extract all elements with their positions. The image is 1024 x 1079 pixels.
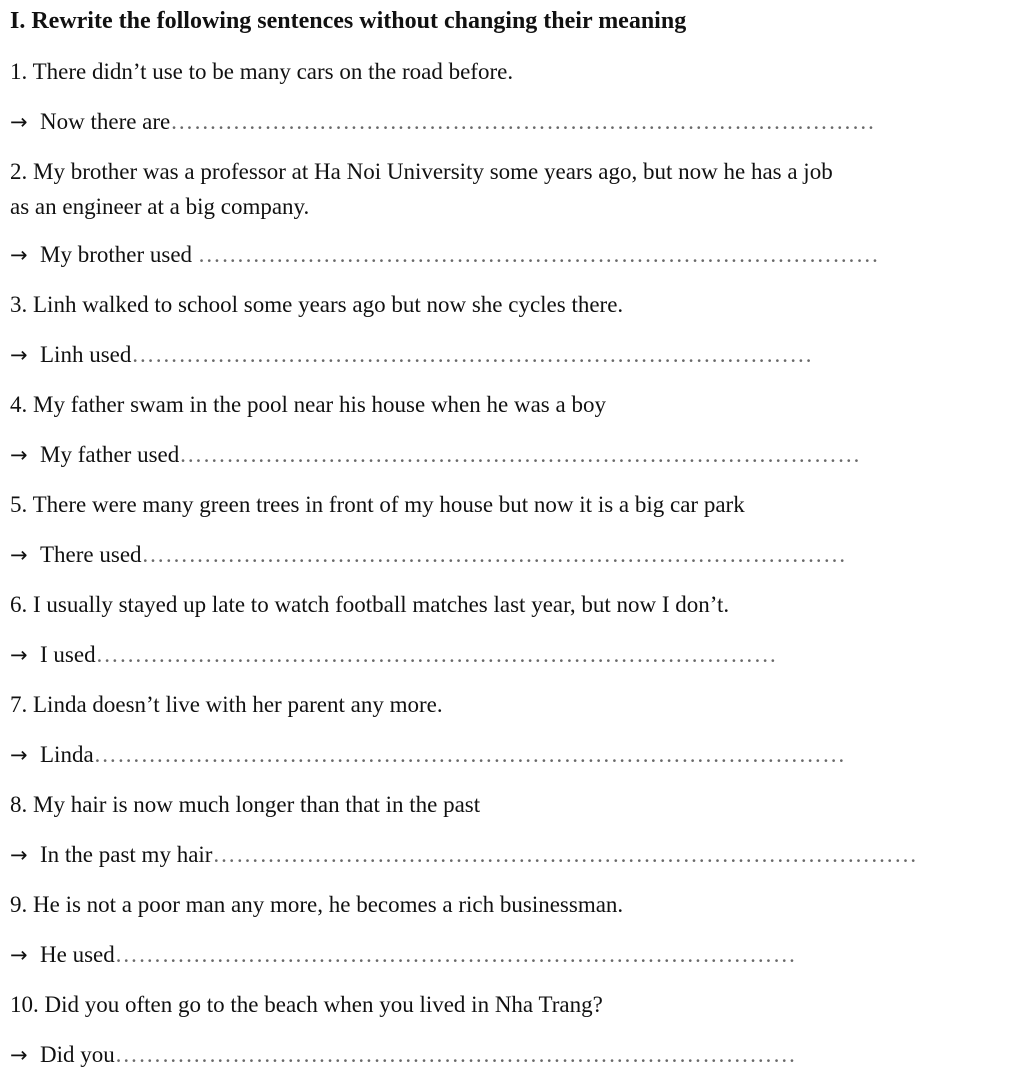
exercise-1-sentence: 1. There didn’t use to be many cars on the road before. xyxy=(10,59,514,84)
right-arrow-icon: → xyxy=(10,443,28,467)
right-arrow-icon: → xyxy=(10,843,28,867)
exercise-9-prompt: He used xyxy=(40,942,115,967)
exercise-5-blank[interactable]: ……………………………………………………………………………… xyxy=(141,542,847,567)
right-arrow-icon: → xyxy=(10,943,28,967)
exercise-7-prompt: Linda xyxy=(40,742,94,767)
exercise-9-sentence: 9. He is not a poor man any more, he becomes a rich businessman. xyxy=(10,892,624,917)
exercise-4-prompt: My father used xyxy=(40,442,180,467)
exercise-8-blank[interactable]: ……………………………………………………………………………… xyxy=(212,842,918,867)
exercise-9-blank[interactable]: …………………………………………………………………………… xyxy=(114,942,797,967)
exercise-6-prompt: I used xyxy=(40,642,96,667)
exercise-10-answer-line[interactable] xyxy=(10,1038,796,1072)
exercise-4-blank[interactable]: …………………………………………………………………………… xyxy=(179,442,861,467)
exercise-10-sentence: 10. Did you often go to the beach when you lived in Nha Trang? xyxy=(10,992,603,1017)
exercise-3-answer-line[interactable] xyxy=(10,338,813,372)
exercise-7-blank[interactable]: …………………………………………………………………………………… xyxy=(93,742,846,767)
exercise-8-prompt: In the past my hair xyxy=(40,842,213,867)
exercise-6-blank[interactable]: …………………………………………………………………………… xyxy=(95,642,778,667)
exercise-10-prompt: Did you xyxy=(40,1042,115,1067)
exercise-8-answer-line[interactable] xyxy=(10,838,917,872)
right-arrow-icon: → xyxy=(10,110,28,134)
exercise-3-prompt: Linh used xyxy=(40,342,132,367)
right-arrow-icon: → xyxy=(10,1043,28,1067)
worksheet-heading: I. Rewrite the following sentences without changing their meaning xyxy=(10,8,687,34)
exercise-5-answer-line[interactable] xyxy=(10,538,847,572)
exercise-4-sentence: 4. My father swam in the pool near his house when he was a boy xyxy=(10,392,606,417)
exercise-8-sentence: 8. My hair is now much longer than that in the past xyxy=(10,792,481,817)
exercise-10-blank[interactable]: …………………………………………………………………………… xyxy=(114,1042,797,1067)
right-arrow-icon: → xyxy=(10,243,28,267)
exercise-7-sentence: 7. Linda doesn’t live with her parent any more. xyxy=(10,692,443,717)
exercise-5-sentence: 5. There were many green trees in front of my house but now it is a big car park xyxy=(10,492,745,517)
exercise-7-answer-line[interactable] xyxy=(10,738,846,772)
right-arrow-icon: → xyxy=(10,543,28,567)
exercise-2-blank[interactable]: …………………………………………………………………………… xyxy=(197,242,880,267)
exercise-9-answer-line[interactable] xyxy=(10,938,796,972)
exercise-2-sentence: 2. My brother was a professor at Ha Noi University some years ago, but now he has a job xyxy=(10,159,833,184)
right-arrow-icon: → xyxy=(10,343,28,367)
exercise-2-sentence-continued: as an engineer at a big company. xyxy=(10,194,310,219)
right-arrow-icon: → xyxy=(10,743,28,767)
exercise-2-prompt: My brother used xyxy=(40,242,198,267)
exercise-3-blank[interactable]: …………………………………………………………………………… xyxy=(131,342,813,367)
exercise-6-answer-line[interactable] xyxy=(10,638,777,672)
exercise-1-prompt: Now there are xyxy=(40,109,171,134)
exercise-1-blank[interactable]: ……………………………………………………………………………… xyxy=(170,109,876,134)
exercise-2-answer-line[interactable] xyxy=(10,238,879,272)
exercise-4-answer-line[interactable] xyxy=(10,438,861,472)
exercise-6-sentence: 6. I usually stayed up late to watch football matches last year, but now I don’t. xyxy=(10,592,730,617)
exercise-5-prompt: There used xyxy=(40,542,142,567)
right-arrow-icon: → xyxy=(10,643,28,667)
exercise-1-answer-line[interactable] xyxy=(10,105,875,139)
exercise-3-sentence: 3. Linh walked to school some years ago but now she cycles there. xyxy=(10,292,624,317)
